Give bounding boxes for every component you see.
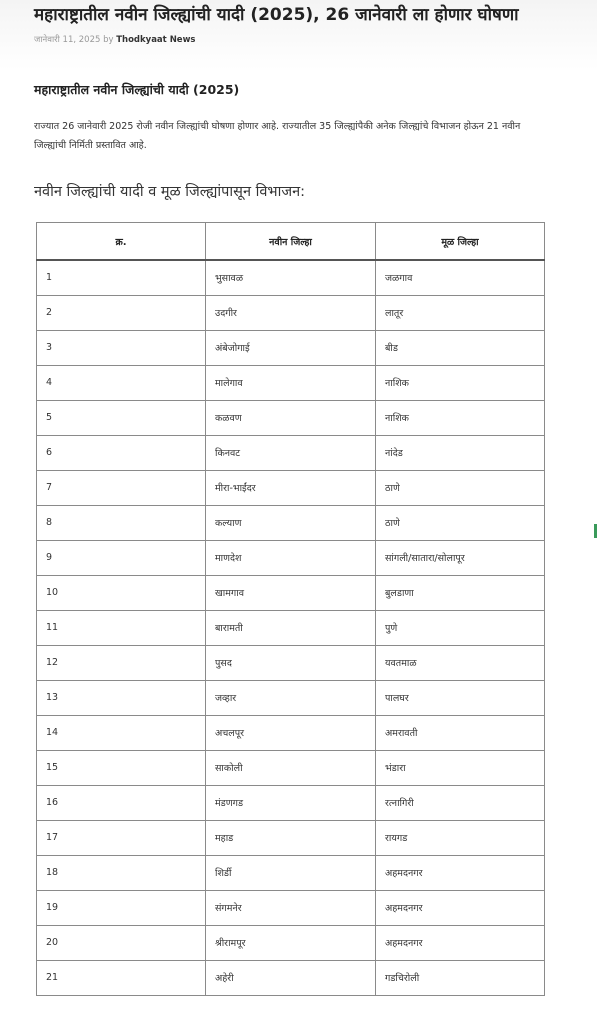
header-original-district: मूळ जिल्हा [376,223,545,261]
cell-original-district: अमरावती [376,715,545,750]
cell-serial: 6 [37,435,206,470]
table-row [37,645,545,680]
cell-new-district: मंडणगड [206,785,376,820]
cell-serial: 4 [37,365,206,400]
cell-serial: 14 [37,715,206,750]
cell-new-district: संगमनेर [206,890,376,925]
table-row [37,785,545,820]
table-row [37,505,545,540]
author-link[interactable]: Thodkyaat News [116,35,196,45]
table-row [37,680,545,715]
article-byline [34,34,196,45]
table-body [37,260,545,995]
cell-original-district: पुणे [376,610,545,645]
cell-serial: 7 [37,470,206,505]
cell-serial: 9 [37,540,206,575]
table-row [37,400,545,435]
cell-original-district: लातूर [376,295,545,330]
cell-original-district: ठाणे [376,470,545,505]
table-row [37,365,545,400]
cell-original-district: नांदेड [376,435,545,470]
cell-new-district: बारामती [206,610,376,645]
cell-original-district: अहमदनगर [376,855,545,890]
cell-original-district: जळगाव [376,260,545,295]
cell-serial: 15 [37,750,206,785]
cell-serial: 10 [37,575,206,610]
cell-original-district: भंडारा [376,750,545,785]
table-row [37,435,545,470]
cell-serial: 13 [37,680,206,715]
cell-new-district: मीरा-भाईंदर [206,470,376,505]
cell-new-district: खामगाव [206,575,376,610]
intro-paragraph: राज्यात 26 जानेवारी 2025 रोजी नवीन जिल्ह्यांची घोषणा होणार आहे. राज्यातील 35 जिल्ह्यांपैकी अनेक जिल्ह्यांचे विभाजन होऊन 21 नवीन जिल्ह्यांची निर्मिती प्रस्तावित आहे. [34,121,521,151]
table-row [37,470,545,505]
cell-serial: 2 [37,295,206,330]
cell-serial: 3 [37,330,206,365]
cell-serial: 1 [37,260,206,295]
cell-original-district: गडचिरोली [376,960,545,995]
cell-new-district: अहेरी [206,960,376,995]
cell-serial: 21 [37,960,206,995]
article-title: महाराष्ट्रातील नवीन जिल्ह्यांची यादी (2025), 26 जानेवारी ला होणार घोषणा [34,5,519,25]
cell-serial: 5 [37,400,206,435]
table-row [37,820,545,855]
cell-original-district: बुलडाणा [376,575,545,610]
table-header-row [37,223,545,261]
cell-original-district: बीड [376,330,545,365]
cell-new-district: पुसद [206,645,376,680]
table-row [37,540,545,575]
cell-original-district: ठाणे [376,505,545,540]
cell-serial: 12 [37,645,206,680]
table-row [37,260,545,295]
cell-serial: 16 [37,785,206,820]
table-row [37,330,545,365]
cell-original-district: रत्नागिरी [376,785,545,820]
cell-new-district: उदगीर [206,295,376,330]
cell-original-district: नाशिक [376,365,545,400]
table-row [37,575,545,610]
table-row [37,715,545,750]
cell-new-district: अचलपूर [206,715,376,750]
cell-original-district: नाशिक [376,400,545,435]
cell-new-district: कळवण [206,400,376,435]
cell-new-district: महाड [206,820,376,855]
header-new-district: नवीन जिल्हा [206,223,376,261]
cell-original-district: पालघर [376,680,545,715]
cell-new-district: कल्याण [206,505,376,540]
table-row [37,890,545,925]
cell-original-district: अहमदनगर [376,925,545,960]
section-heading: महाराष्ट्रातील नवीन जिल्ह्यांची यादी (2025) [34,82,240,97]
cell-original-district: सांगली/सातारा/सोलापूर [376,540,545,575]
cell-original-district: यवतमाळ [376,645,545,680]
cell-serial: 20 [37,925,206,960]
cell-new-district: साकोली [206,750,376,785]
cell-new-district: शिर्डी [206,855,376,890]
cell-serial: 11 [37,610,206,645]
districts-table [36,222,545,996]
cell-new-district: मालेगाव [206,365,376,400]
cell-serial: 8 [37,505,206,540]
cell-new-district: भुसावळ [206,260,376,295]
post-date: जानेवारी 11, 2025 [34,35,101,45]
cell-new-district: माणदेश [206,540,376,575]
cell-original-district: अहमदनगर [376,890,545,925]
table-row [37,610,545,645]
cell-new-district: श्रीरामपूर [206,925,376,960]
table-row [37,960,545,995]
cell-new-district: अंबेजोगाई [206,330,376,365]
cell-new-district: किनवट [206,435,376,470]
cell-new-district: जव्हार [206,680,376,715]
cell-serial: 19 [37,890,206,925]
table-row [37,855,545,890]
table-row [37,295,545,330]
header-serial: क्र. [37,223,206,261]
cell-serial: 18 [37,855,206,890]
by-label: by [103,35,114,45]
list-heading: नवीन जिल्ह्यांची यादी व मूळ जिल्ह्यांपासून विभाजन: [34,184,306,200]
table-row [37,925,545,960]
cell-serial: 17 [37,820,206,855]
cell-original-district: रायगड [376,820,545,855]
table-row [37,750,545,785]
